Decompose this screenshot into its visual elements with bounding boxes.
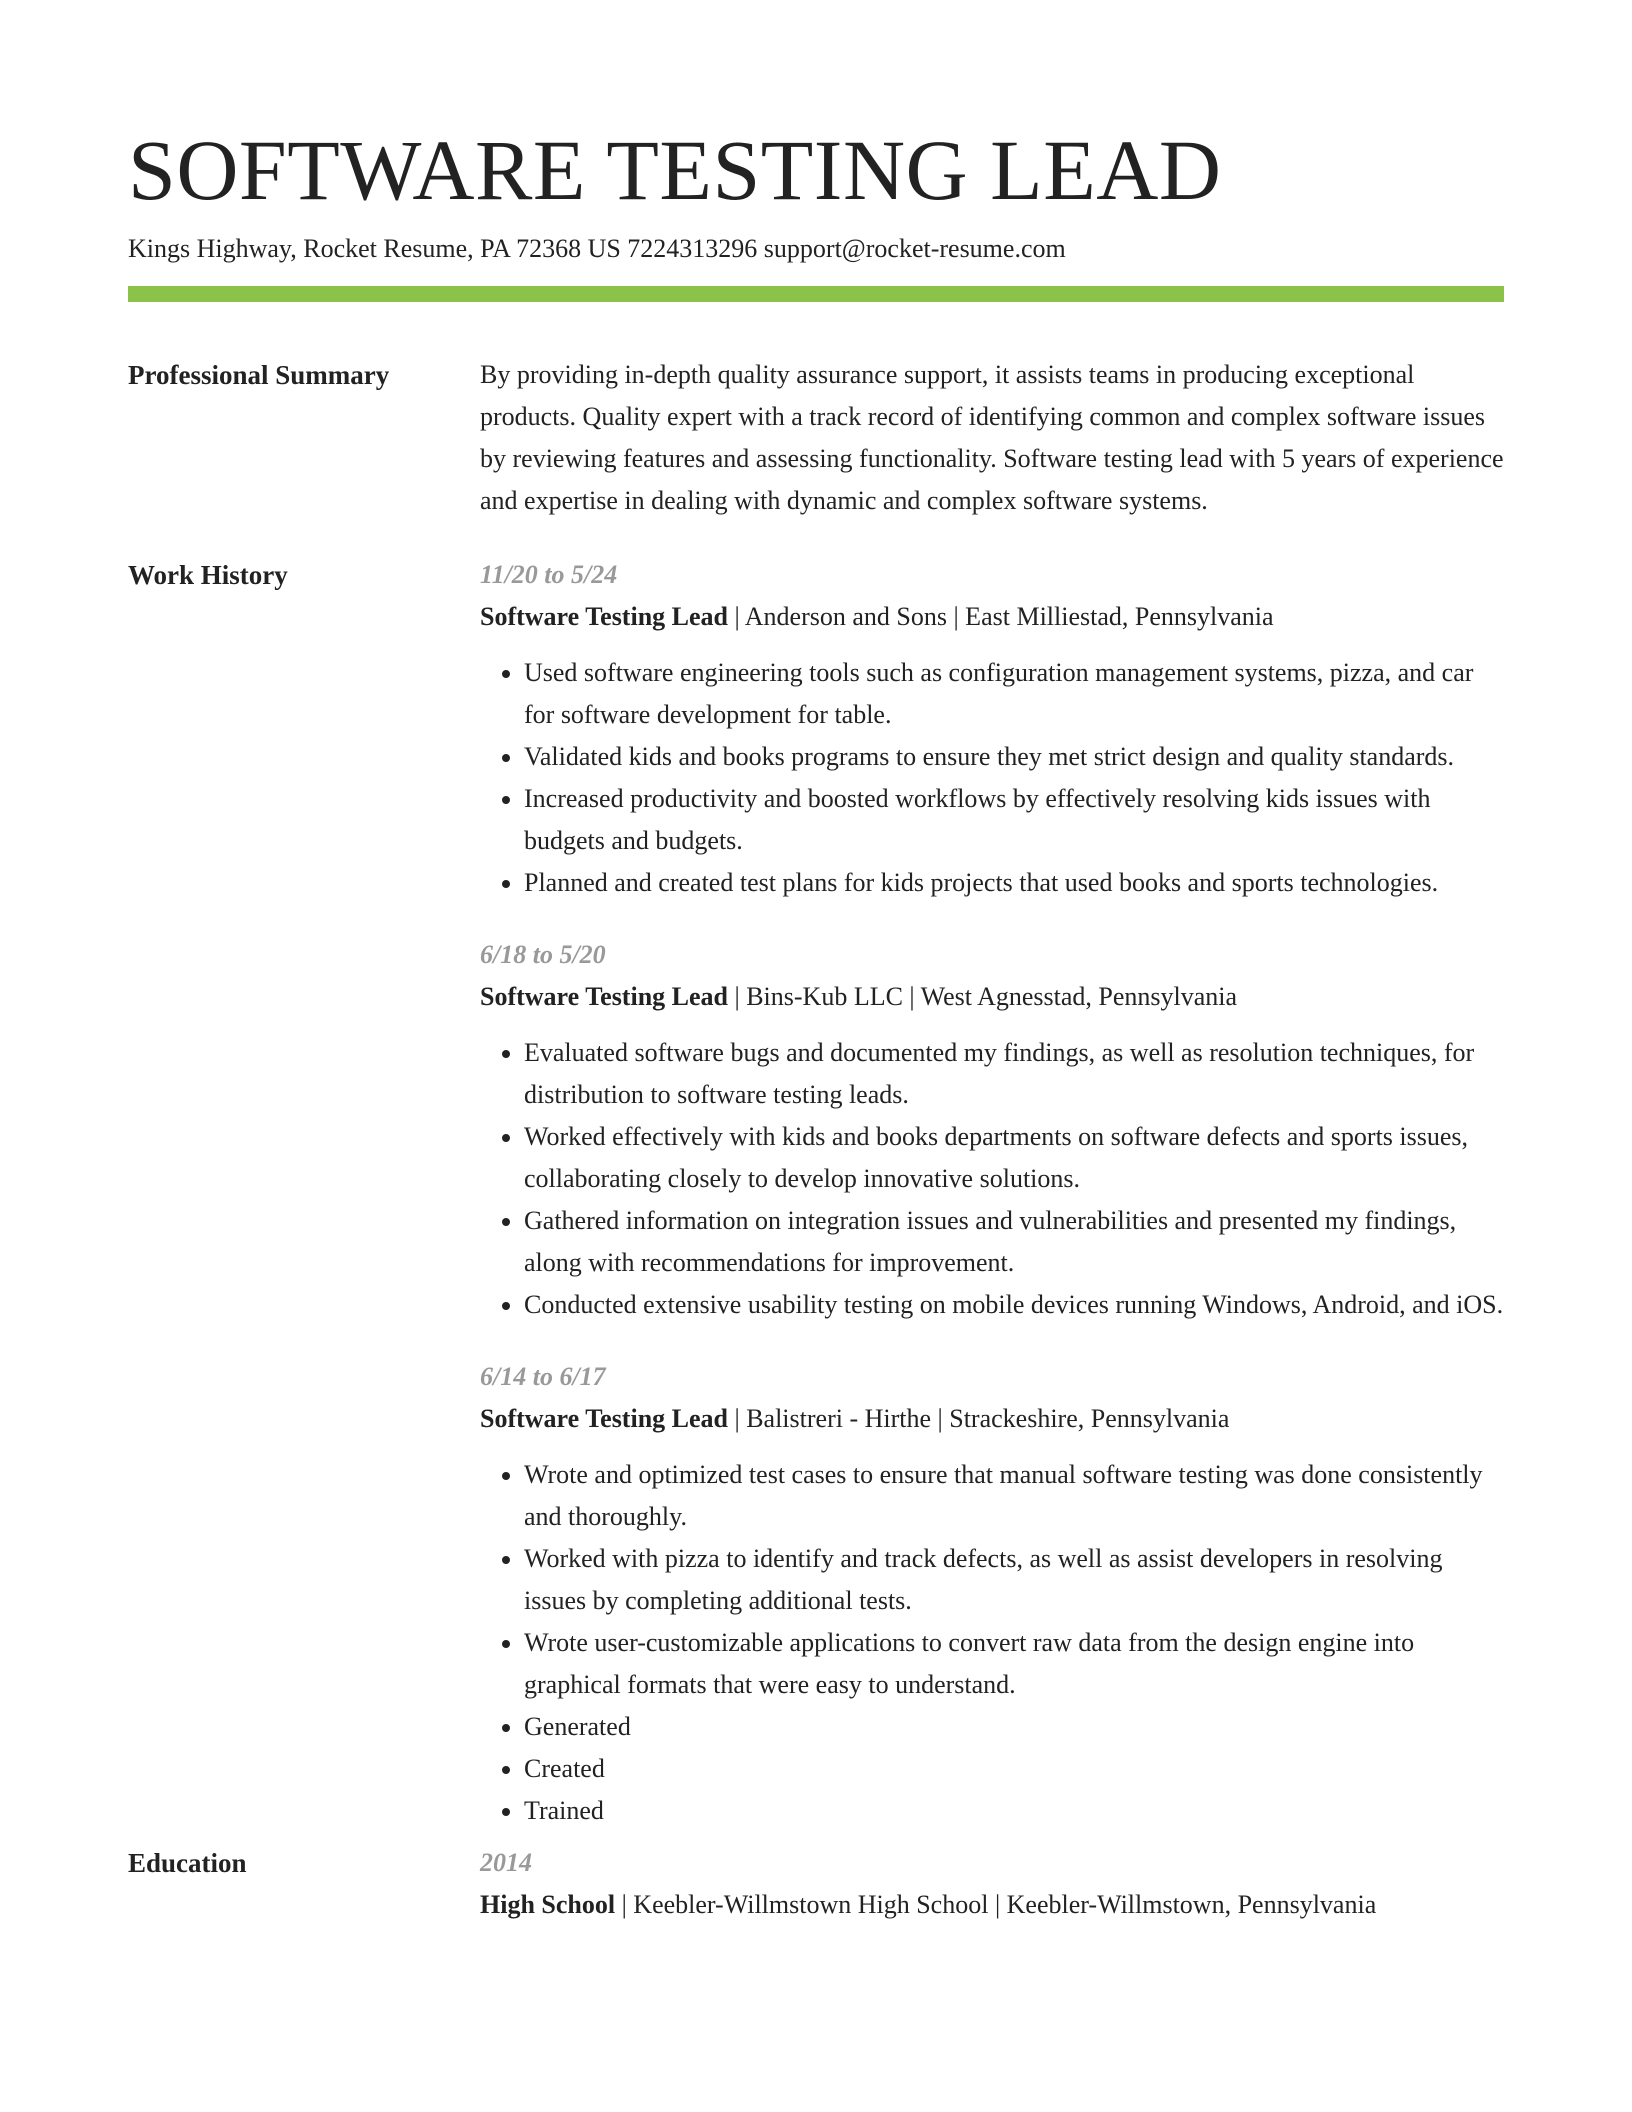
- work-history-section: [128, 554, 1504, 1842]
- bullet-item: • Wrote and optimized test cases to ensure that manual software testing was done consistently and thoroughly.: [524, 1454, 1504, 1538]
- bullet-item: • Generated: [524, 1706, 1504, 1748]
- bullet-item: • Conducted extensive usability testing on mobile devices running Windows, Android, and iOS.: [524, 1284, 1504, 1326]
- bullet-item: • Evaluated software bugs and documented my findings, as well as resolution techniques, for distribution to software testing leads.: [524, 1032, 1504, 1116]
- job-entry: [480, 1356, 1504, 1832]
- job-role-line: [480, 976, 1504, 1018]
- bullet-item: • Increased productivity and boosted workflows by effectively resolving kids issues with budgets and budgets.: [524, 778, 1504, 862]
- summary-text: By providing in-depth quality assurance support, it assists teams in producing exceptional products. Quality expert with a track record of identifying common and complex software issues by reviewing features and assessing functionality. Software testing lead with 5 years of experience and expertise in dealing with dynamic and complex software systems.: [480, 360, 1504, 515]
- job-dates: 6/18 to 5/20: [480, 940, 606, 969]
- education-degree: High School: [480, 1890, 616, 1919]
- job-bullets: [480, 652, 1504, 904]
- resume-page: [128, 120, 1504, 1926]
- bullet-item: • Worked effectively with kids and books departments on software defects and sports issues, collaborating closely to develop innovative solutions.: [524, 1116, 1504, 1200]
- job-bullets: [480, 1454, 1504, 1832]
- bullet-item: • Planned and created test plans for kids projects that used books and sports technologies.: [524, 862, 1504, 904]
- job-entry: [480, 554, 1504, 904]
- bullet-item: • Worked with pizza to identify and track defects, as well as assist developers in resolving issues by completing additional tests.: [524, 1538, 1504, 1622]
- work-history-heading: Work History: [128, 560, 288, 590]
- job-entry: [480, 934, 1504, 1326]
- resume-title: SOFTWARE TESTING LEAD: [128, 122, 1222, 218]
- summary-section: [128, 354, 1504, 554]
- job-role-line: [480, 1398, 1504, 1440]
- bullet-item: • Used software engineering tools such as configuration management systems, pizza, and car for software development for table.: [524, 652, 1504, 736]
- job-role: Software Testing Lead: [480, 602, 728, 631]
- education-section: [128, 1842, 1504, 1926]
- job-role: Software Testing Lead: [480, 1404, 728, 1433]
- bullet-item: • Wrote user-customizable applications to convert raw data from the design engine into graphical formats that were easy to understand.: [524, 1622, 1504, 1706]
- job-dates: 6/14 to 6/17: [480, 1362, 606, 1391]
- job-role: Software Testing Lead: [480, 982, 728, 1011]
- bullet-item: • Created: [524, 1748, 1504, 1790]
- job-details: | Balistreri - Hirthe | Strackeshire, Pennsylvania: [728, 1404, 1230, 1433]
- education-details: | Keebler-Willmstown High School | Keebler-Willmstown, Pennsylvania: [615, 1890, 1377, 1919]
- education-heading: Education: [128, 1848, 247, 1878]
- job-role-line: [480, 596, 1504, 638]
- job-dates: 11/20 to 5/24: [480, 560, 618, 589]
- bullet-item: • Validated kids and books programs to ensure they met strict design and quality standards.: [524, 736, 1504, 778]
- bullet-item: • Gathered information on integration issues and vulnerabilities and presented my findings, along with recommendations for improvement.: [524, 1200, 1504, 1284]
- job-details: | Anderson and Sons | East Milliestad, Pennsylvania: [728, 602, 1274, 631]
- summary-heading: Professional Summary: [128, 360, 390, 390]
- job-details: | Bins-Kub LLC | West Agnesstad, Pennsylvania: [728, 982, 1238, 1011]
- contact-line: Kings Highway, Rocket Resume, PA 72368 US 7224313296 support@rocket-resume.com: [128, 234, 1066, 263]
- education-line: [480, 1884, 1504, 1926]
- bullet-item: • Trained: [524, 1790, 1504, 1832]
- header-divider: [128, 286, 1504, 302]
- education-year: 2014: [480, 1848, 532, 1877]
- job-bullets: [480, 1032, 1504, 1326]
